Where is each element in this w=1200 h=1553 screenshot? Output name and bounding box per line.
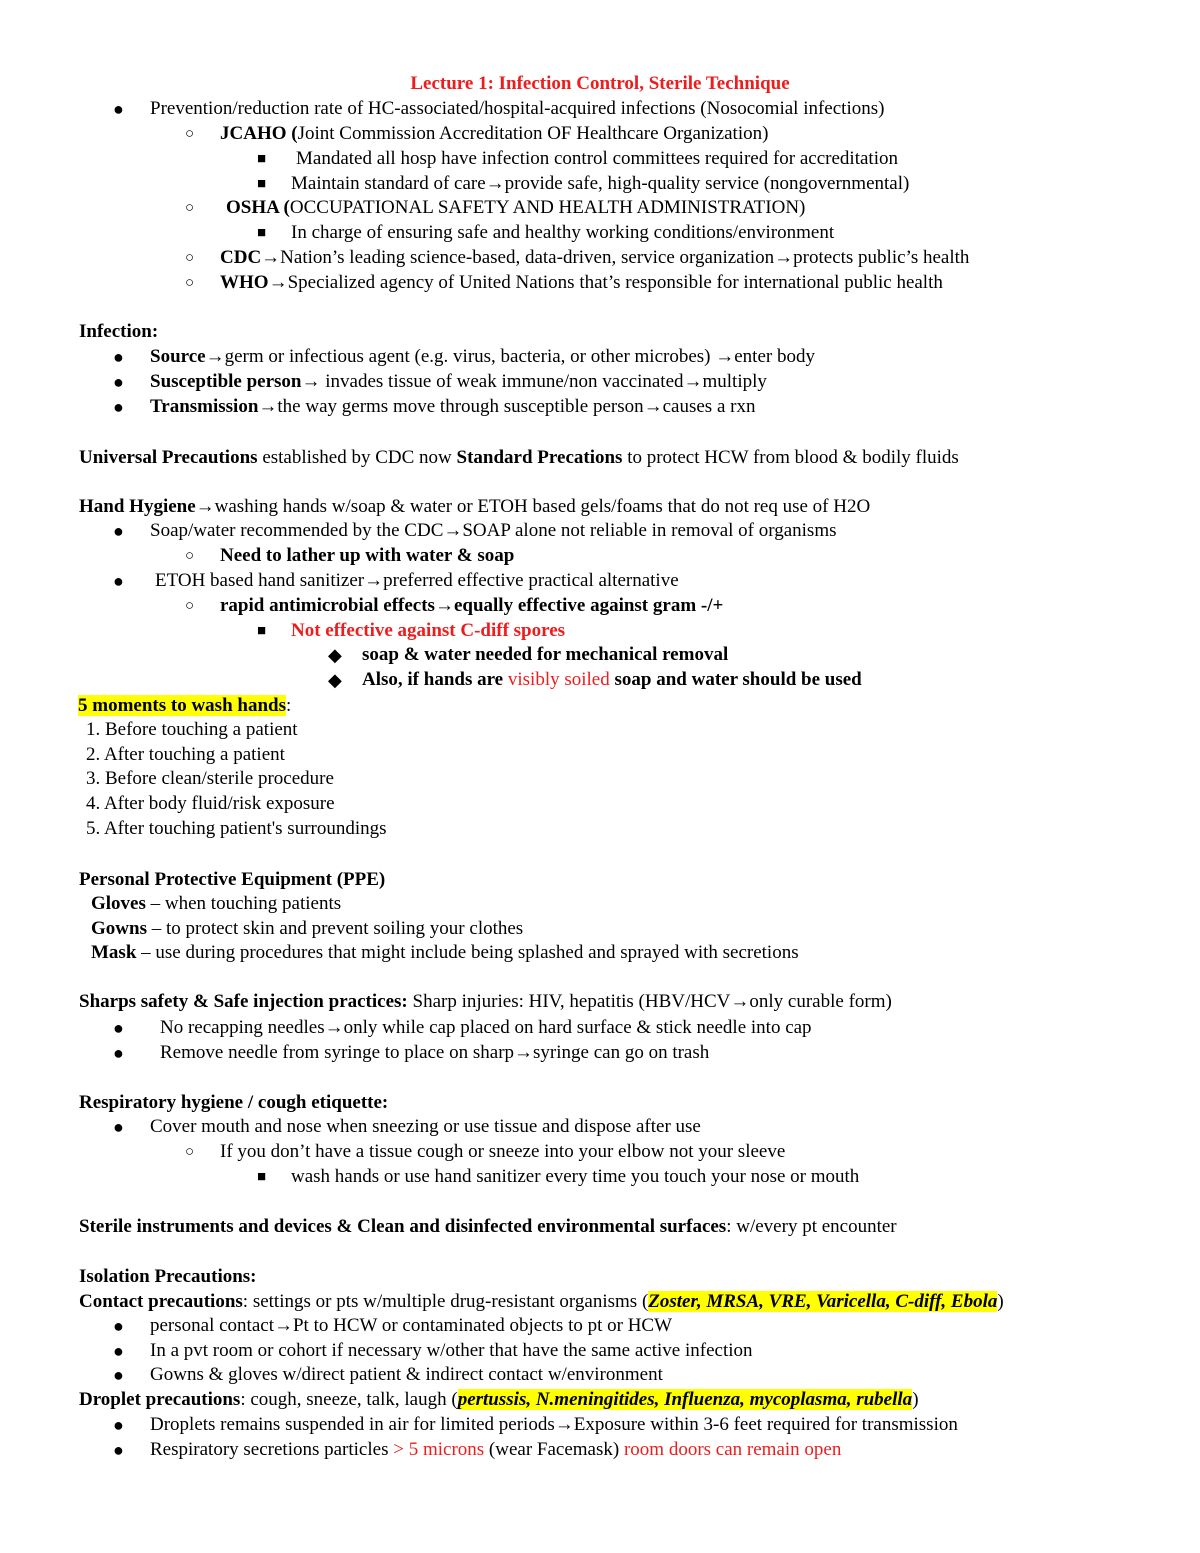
bullet-icon: ●: [113, 1018, 124, 1038]
document-page: Lecture 1: Infection Control, Sterile Technique ● Prevention/reduction rate of HC-associated/hospital-acquired infections (Nosocomial infections) ○ JCAHO (Joint Commission Accreditation OF Healthcare Organization) ■ Mandated all hosp have infection control committees required for accreditation ■ Maintain standard of care→provide safe, high-quality service (nongovernmental) ○ OSHA (OCCUPATIONAL SAFETY AND HEALTH ADMINISTRATION) ■ In charge of ensuring safe and healthy working conditions/environment ○ CDC→Nation’s leading science-based, data-driven, service organization→protects public’s health ○ WHO→Specialized agency of United Nations that’s responsible for international public health Infection: ● Source→germ or infectious agent (e.g. virus, bacteria, or other microbes) →enter body ● Susceptible person→ invades tissue of weak immune/non vaccinated→multiply ● Transmission→the way germs move through susceptible person→causes a rxn Universal Precautions established by CDC now Standard Precations to protect HCW from blood & bodily fluids Hand Hygiene→washing hands w/soap & water or ETOH based gels/foams that do not req use of H2O ● Soap/water recommended by the CDC→SOAP alone not reliable in removal of organisms ○ Need to lather up with water & soap ● ETOH based hand sanitizer→preferred effective practical alternative ○ rapid antimicrobial effects→equally effective against gram -/+ ■ Not effective against C-diff spores ◆ soap & water needed for mechanical removal ◆ Also, if hands are visibly soiled soap and water should be used 5 moments to wash hands: 1. Before touching a patient 2. After touching a patient 3. Before clean/sterile procedure 4. After body fluid/risk exposure 5. After touching patient's surroundings Personal Protective Equipment (PPE) Gloves – when touching patients Gowns – to protect skin and prevent soiling your clothes Mask – use during procedures that might include being splashed and sprayed with secretions Sharps safety & Safe injection practices: Sharp injuries: HIV, hepatitis (HBV/HCV→only curable form) ● No recapping needles→only while cap placed on hard surface & stick needle into cap ● Remove needle from syringe to place on sharp→syringe can go on trash Respiratory hygiene / cough etiquette: ● Cover mouth and nose when sneezing or use tissue and dispose after use ○ If you don’t have a tissue cough or sneeze into your elbow not your sleeve ■ wash hands or use hand sanitizer every time you touch your nose or mouth Sterile instruments and devices & Clean and disinfected environmental surfaces: w/every pt encounter Isolation Precautions: Contact precautions: settings or pts w/multiple drug-resistant organisms (Zoster, MRSA, VRE, Varicella, C-diff, Ebola) ● personal contact→Pt to HCW or contaminated objects to pt or HCW ● In a pvt room or cohort if necessary w/other that have the same active infection ● Gowns & gloves w/direct patient & indirect contact w/environment Droplet precautions: cough, sneeze, talk, laugh (pertussis, N.meningitides, Influenza, mycoplasma, rubella) ● Droplets remains suspended in air for limited periods→Exposure within 3-6 feet required for transmission ● Respiratory secretions particles > 5 microns (wear Facemask) room doors can remain open: [0, 0, 1200, 1553]
section-heading: Personal Protective Equipment (PPE): [79, 869, 386, 890]
list-item: 5. After touching patient's surroundings: [86, 818, 387, 839]
paragraph: Universal Precautions established by CDC now Standard Precations to protect HCW from blood & bodily fluids: [79, 447, 959, 468]
bullet-icon: ●: [113, 347, 124, 367]
list-item: 2. After touching a patient: [86, 744, 285, 765]
circle-bullet-icon: ○: [185, 548, 195, 564]
paragraph: Sharps safety & Safe injection practices: Sharp injuries: HIV, hepatitis (HBV/HCV→only curable form): [79, 991, 892, 1012]
section-heading: 5 moments to wash hands:: [78, 695, 292, 716]
square-bullet-icon: ■: [257, 225, 267, 241]
bullet-icon: ●: [113, 1043, 124, 1063]
bullet-icon: ●: [113, 1316, 124, 1336]
paragraph: Contact precautions: settings or pts w/multiple drug-resistant organisms (Zoster, MRSA, VRE, Varicella, C-diff, Ebola): [79, 1291, 1004, 1312]
diamond-bullet-icon: ◆: [328, 670, 342, 690]
square-bullet-icon: ■: [257, 176, 267, 192]
bullet-icon: ●: [113, 397, 124, 417]
bullet-icon: ●: [113, 1415, 124, 1435]
bullet-icon: ●: [113, 521, 124, 541]
list-item: 4. After body fluid/risk exposure: [86, 793, 335, 814]
list-item: Mask – use during procedures that might include being splashed and sprayed with secretions: [91, 942, 799, 963]
circle-bullet-icon: ○: [185, 1144, 195, 1160]
bullet-icon: ●: [113, 1440, 124, 1460]
paragraph: Sterile instruments and devices & Clean and disinfected environmental surfaces: w/every pt encounter: [79, 1216, 897, 1237]
bullet-icon: ●: [113, 571, 124, 591]
bullet-icon: ●: [113, 99, 124, 119]
circle-bullet-icon: ○: [185, 250, 195, 266]
section-heading: Infection:: [79, 321, 159, 342]
page-title: Lecture 1: Infection Control, Sterile Technique: [410, 73, 790, 94]
paragraph: Hand Hygiene→washing hands w/soap & water or ETOH based gels/foams that do not req use of H2O: [79, 496, 871, 517]
bullet-icon: ●: [113, 1341, 124, 1361]
section-heading: Respiratory hygiene / cough etiquette:: [79, 1092, 389, 1113]
diamond-bullet-icon: ◆: [328, 645, 342, 665]
circle-bullet-icon: ○: [185, 275, 195, 291]
square-bullet-icon: ■: [257, 151, 267, 167]
list-item: 3. Before clean/sterile procedure: [86, 768, 334, 789]
bullet-icon: ●: [113, 1365, 124, 1385]
circle-bullet-icon: ○: [185, 598, 195, 614]
circle-bullet-icon: ○: [185, 200, 195, 216]
square-bullet-icon: ■: [257, 1169, 267, 1185]
circle-bullet-icon: ○: [185, 126, 195, 142]
list-item: Gloves – when touching patients: [91, 893, 342, 914]
paragraph: Droplet precautions: cough, sneeze, talk, laugh (pertussis, N.meningitides, Influenza, mycoplasma, rubella): [79, 1389, 919, 1410]
bullet-icon: ●: [113, 372, 124, 392]
list-item: Gowns – to protect skin and prevent soiling your clothes: [91, 918, 524, 939]
bullet-icon: ●: [113, 1117, 124, 1137]
square-bullet-icon: ■: [257, 623, 267, 639]
section-heading: Isolation Precautions:: [79, 1266, 257, 1287]
list-item: 1. Before touching a patient: [86, 719, 298, 740]
